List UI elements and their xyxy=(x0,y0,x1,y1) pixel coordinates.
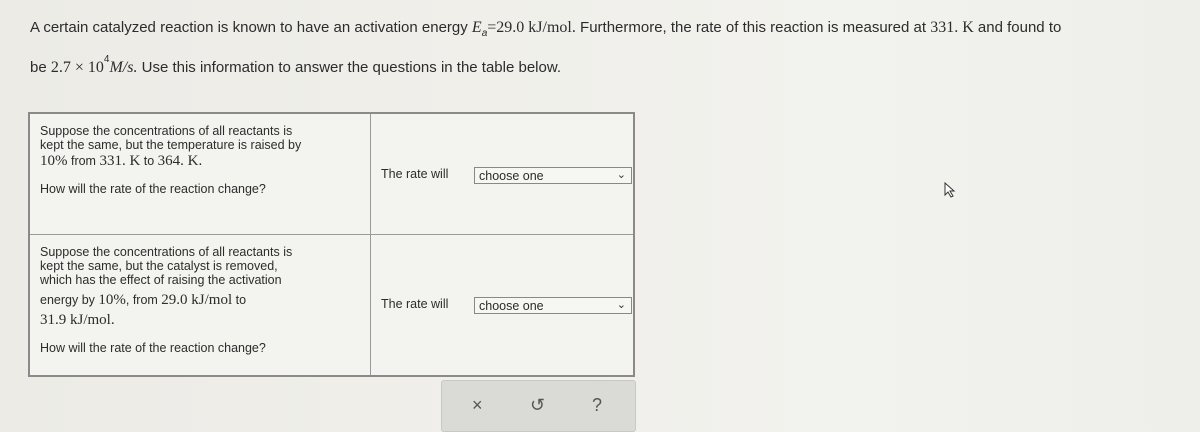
rate-label: The rate will xyxy=(381,167,449,181)
intro-text: and found to xyxy=(973,19,1062,36)
select-value: choose one xyxy=(479,169,544,183)
chevron-down-icon: ⌄ xyxy=(616,169,626,181)
ea-subscript: a xyxy=(481,28,488,39)
rate-mantissa: 2.7 × 10 xyxy=(50,59,104,76)
question-prompt: How will the rate of the reaction change? xyxy=(40,182,266,196)
question-cell xyxy=(29,113,371,234)
rate-label: The rate will xyxy=(381,296,449,311)
chevron-down-icon: ⌄ xyxy=(616,298,626,311)
rate-unit: M/s. xyxy=(109,59,138,76)
help-icon[interactable]: ? xyxy=(592,395,603,415)
question-cell xyxy=(29,234,371,376)
intro-text: be xyxy=(30,59,51,76)
answer-cell xyxy=(371,234,635,376)
question-prompt: How will the rate of the reaction change? xyxy=(40,340,266,355)
energy-end: 31.9 kJ/mol. xyxy=(40,311,115,328)
intro-text: A certain catalyzed reaction is known to have an activation energy xyxy=(30,19,472,36)
intro-text: Use this information to answer the questions in the table below. xyxy=(137,59,562,76)
clear-icon[interactable]: × xyxy=(472,395,483,415)
question-text: from xyxy=(67,154,100,168)
question-text: to xyxy=(140,154,158,168)
undo-icon[interactable]: ↺ xyxy=(530,395,546,415)
question-text: to xyxy=(232,292,247,307)
mouse-cursor-icon xyxy=(944,182,958,198)
rate-change-select[interactable] xyxy=(474,167,632,184)
question-text: kept the same, but the temperature is raised by xyxy=(40,138,302,152)
ea-value: =29.0 kJ/mol. xyxy=(487,19,576,36)
temp-end: 364. K. xyxy=(157,153,203,169)
ea-symbol: E xyxy=(471,19,482,36)
question-text: energy by xyxy=(40,292,99,307)
percent-value: 10% xyxy=(98,291,126,308)
question-text xyxy=(40,293,362,307)
question-text xyxy=(40,154,362,168)
intro-line-1 xyxy=(30,18,1061,44)
answer-cell xyxy=(371,113,635,234)
answer-toolbar xyxy=(441,380,636,432)
question-text: Suppose the concentrations of all reactants is xyxy=(40,244,293,259)
select-value: choose one xyxy=(479,298,544,313)
intro-line-2 xyxy=(30,54,561,78)
energy-start: 29.0 kJ/mol xyxy=(161,291,233,308)
question-text: , from xyxy=(125,292,162,307)
temperature-value: 331. K xyxy=(930,19,974,36)
table-row xyxy=(29,234,634,376)
percent-value: 10% xyxy=(40,153,68,169)
question-text: which has the effect of raising the activation xyxy=(40,272,282,287)
intro-text: Furthermore, the rate of this reaction is measured at xyxy=(575,19,931,36)
rate-exponent: 4 xyxy=(103,54,110,65)
rate-change-select[interactable] xyxy=(474,297,632,314)
table-row xyxy=(29,113,634,234)
question-text: Suppose the concentrations of all reactants is xyxy=(40,124,293,138)
question-table xyxy=(28,112,635,377)
temp-start: 331. K xyxy=(99,153,141,169)
question-text: kept the same, but the catalyst is removed, xyxy=(40,258,278,273)
